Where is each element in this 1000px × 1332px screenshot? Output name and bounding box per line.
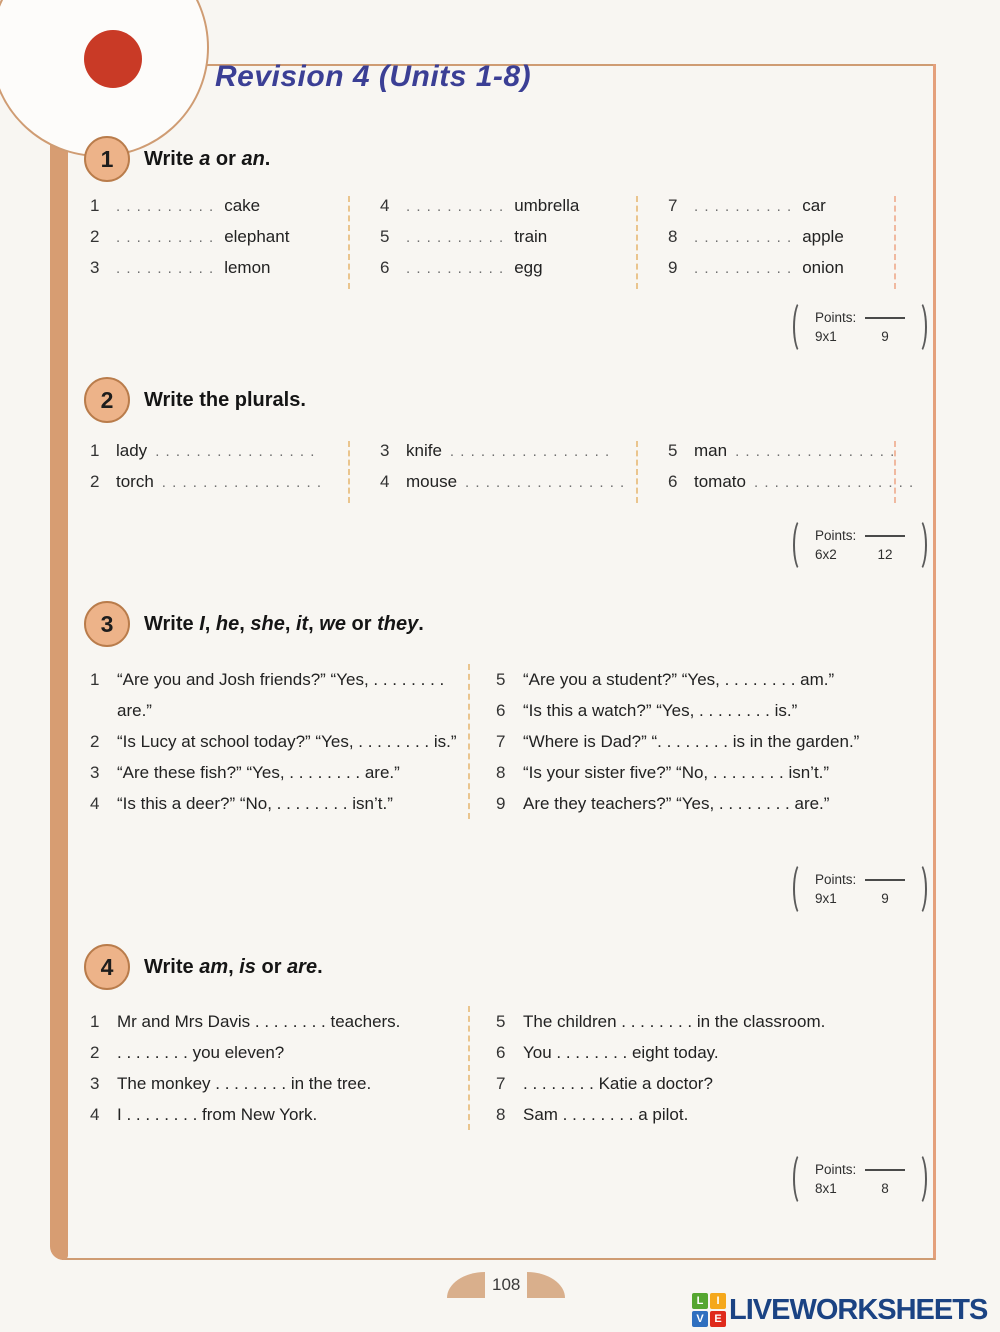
left-paren-decoration [793, 1152, 810, 1206]
exercise-3-items [90, 664, 863, 819]
item-row [90, 258, 348, 289]
answer-blank[interactable]: . . . . . . . . . . [694, 229, 793, 246]
points-score-blank[interactable] [865, 535, 905, 537]
item-row [668, 441, 894, 472]
exercise-3-header [84, 601, 424, 647]
item-word: elephant [224, 227, 290, 246]
right-paren-decoration [910, 862, 927, 916]
exercise-1-title: Write a or an. [144, 147, 271, 170]
item-number: 9 [668, 258, 678, 277]
item-row [90, 664, 468, 726]
exercise-2-column-2 [348, 441, 636, 503]
item-number: 7 [496, 1074, 506, 1093]
answer-blank[interactable]: . . . . . . . . . . [406, 229, 505, 246]
item-row [496, 664, 863, 695]
answer-blank[interactable]: . . . . . . . . . . . . . . . . [161, 474, 322, 491]
item-sentence: “Is Lucy at school today?” “Yes, . . . . . . . . is.” [117, 732, 457, 751]
points-box-exercise-4 [793, 1152, 927, 1206]
item-number: 5 [496, 670, 506, 689]
points-score-blank[interactable] [865, 1169, 905, 1171]
item-row [380, 227, 636, 258]
item-number: 3 [380, 441, 390, 460]
points-total: 8 [881, 1181, 889, 1196]
logo-tile-e: E [710, 1311, 726, 1327]
item-row [380, 258, 636, 289]
exercise-1-number-badge: 1 [84, 136, 130, 182]
item-sentence: The monkey . . . . . . . . in the tree. [117, 1074, 372, 1093]
item-number: 5 [668, 441, 678, 460]
item-row [90, 227, 348, 258]
exercise-2-header [84, 377, 306, 423]
item-sentence: “Are you and Josh friends?” “Yes, . . . . . . . . are.” [117, 670, 445, 720]
item-number: 3 [90, 1074, 100, 1093]
exercise-3-column-1 [90, 664, 468, 819]
item-sentence: “Where is Dad?” “. . . . . . . . is in the garden.” [523, 732, 860, 751]
item-number: 5 [380, 227, 390, 246]
item-word: train [514, 227, 548, 246]
page-number-ornament-left [447, 1272, 485, 1298]
item-row [668, 472, 915, 503]
item-row [496, 1068, 863, 1099]
item-number: 4 [380, 472, 390, 491]
item-row [380, 196, 636, 227]
item-number: 8 [496, 763, 506, 782]
item-word: lemon [224, 258, 271, 277]
item-row [496, 695, 863, 726]
item-row [90, 196, 348, 227]
item-word: lady [116, 441, 148, 460]
item-row [668, 258, 894, 289]
exercise-1-items [90, 196, 896, 289]
exercise-2-column-1 [90, 441, 348, 503]
item-sentence: . . . . . . . . you eleven? [117, 1043, 285, 1062]
item-number: 4 [90, 794, 100, 813]
item-number: 3 [90, 258, 100, 277]
logo-tile-l: L [692, 1293, 708, 1309]
item-number: 3 [90, 763, 100, 782]
item-number: 7 [668, 196, 678, 215]
answer-blank[interactable]: . . . . . . . . . . [116, 260, 215, 277]
points-label: Points: [815, 528, 857, 543]
exercise-4-column-1 [90, 1006, 468, 1130]
left-paren-decoration [793, 862, 810, 916]
item-number: 2 [90, 472, 100, 491]
exercise-2-title: Write the plurals. [144, 388, 306, 411]
item-row [496, 726, 863, 757]
item-row [90, 726, 468, 757]
right-paren-decoration [910, 300, 927, 354]
item-number: 1 [90, 441, 100, 460]
answer-blank[interactable]: . . . . . . . . . . [406, 198, 505, 215]
liveworksheets-logo-icon [692, 1293, 726, 1327]
item-sentence: Mr and Mrs Davis . . . . . . . . teachers. [117, 1012, 401, 1031]
answer-blank[interactable]: . . . . . . . . . . . . . . . . [735, 443, 896, 460]
points-total: 9 [881, 891, 889, 906]
answer-blank[interactable]: . . . . . . . . . . . . . . . . [155, 443, 316, 460]
item-word: torch [116, 472, 154, 491]
item-row [668, 196, 894, 227]
item-number: 6 [380, 258, 390, 277]
item-sentence: The children . . . . . . . . in the classroom. [523, 1012, 826, 1031]
answer-blank[interactable]: . . . . . . . . . . . . . . . . [465, 474, 626, 491]
answer-blank[interactable]: . . . . . . . . . . [116, 229, 215, 246]
item-word: car [802, 196, 826, 215]
item-sentence: . . . . . . . . Katie a doctor? [523, 1074, 713, 1093]
points-box-exercise-1 [793, 300, 927, 354]
item-row [90, 1037, 468, 1068]
item-sentence: I . . . . . . . . from New York. [117, 1105, 318, 1124]
right-paren-decoration [910, 1152, 927, 1206]
item-word: umbrella [514, 196, 580, 215]
exercise-1-column-1 [90, 196, 348, 289]
item-word: egg [514, 258, 543, 277]
page-title: Revision 4 (Units 1-8) [215, 60, 532, 93]
item-number: 1 [90, 196, 100, 215]
logo-tile-v: V [692, 1311, 708, 1327]
item-sentence: “Are you a student?” “Yes, . . . . . . . . am.” [523, 670, 835, 689]
item-number: 6 [496, 1043, 506, 1062]
item-word: tomato [694, 472, 746, 491]
item-number: 2 [90, 732, 100, 751]
item-row [90, 757, 468, 788]
right-paren-decoration [910, 518, 927, 572]
item-number: 4 [90, 1105, 100, 1124]
points-label: Points: [815, 872, 857, 887]
item-row [90, 472, 348, 503]
points-calc: 9x1 [815, 329, 837, 344]
exercise-4-header [84, 944, 323, 990]
red-dot-icon [84, 30, 142, 88]
item-row [496, 1037, 863, 1068]
points-label: Points: [815, 1162, 857, 1177]
points-calc: 9x1 [815, 891, 837, 906]
answer-blank[interactable]: . . . . . . . . . . [694, 198, 793, 215]
item-number: 2 [90, 227, 100, 246]
left-paren-decoration [793, 300, 810, 354]
frame-right-line [933, 64, 936, 1260]
item-sentence: “Is this a deer?” “No, . . . . . . . . isn’t.” [117, 794, 393, 813]
item-number: 8 [668, 227, 678, 246]
item-row [90, 441, 348, 472]
exercise-2-number-badge: 2 [84, 377, 130, 423]
exercise-4-number-badge: 4 [84, 944, 130, 990]
item-row [380, 472, 636, 503]
page-number-area [447, 1272, 565, 1298]
exercise-3-column-2 [468, 664, 863, 819]
logo-tile-i: I [710, 1293, 726, 1309]
item-number: 1 [90, 1012, 100, 1031]
exercise-1-column-2 [348, 196, 636, 289]
answer-blank[interactable]: . . . . . . . . . . [116, 198, 215, 215]
exercise-3-number-badge: 3 [84, 601, 130, 647]
points-calc: 8x1 [815, 1181, 837, 1196]
frame-bottom-line [62, 1258, 935, 1260]
item-sentence: Are they teachers?” “Yes, . . . . . . . . are.” [523, 794, 830, 813]
item-row [496, 788, 863, 819]
item-word: man [694, 441, 728, 460]
points-score-blank[interactable] [865, 879, 905, 881]
answer-blank[interactable]: . . . . . . . . . . . . . . . . [449, 443, 611, 460]
item-number: 8 [496, 1105, 506, 1124]
item-word: mouse [406, 472, 458, 491]
page-number-ornament-right [527, 1272, 565, 1298]
exercise-4-items [90, 1006, 863, 1130]
item-number: 6 [668, 472, 678, 491]
item-number: 2 [90, 1043, 100, 1062]
item-number: 1 [90, 670, 100, 689]
points-box-exercise-2 [793, 518, 927, 572]
exercise-2-items [90, 441, 915, 503]
exercise-3-title: Write I, he, she, it, we or they. [144, 612, 424, 635]
exercise-2-column-3 [636, 441, 915, 503]
item-number: 6 [496, 701, 506, 720]
item-sentence: You . . . . . . . . eight today. [523, 1043, 719, 1062]
brand-name: LIVEWORKSHEETS [729, 1293, 988, 1326]
item-row [90, 1006, 468, 1037]
frame-left-bar [50, 116, 68, 1260]
item-row [496, 1099, 863, 1130]
item-number: 7 [496, 732, 506, 751]
exercise-1-header [84, 136, 270, 182]
item-row [380, 441, 636, 472]
item-row [90, 1099, 468, 1130]
item-sentence: “Is your sister five?” “No, . . . . . . . . isn’t.” [523, 763, 830, 782]
answer-blank[interactable]: . . . . . . . . . . [694, 260, 793, 277]
answer-blank[interactable]: . . . . . . . . . . . . . . . . [753, 474, 915, 491]
item-sentence: Sam . . . . . . . . a pilot. [523, 1105, 689, 1124]
item-row [90, 788, 468, 819]
item-row [668, 227, 894, 258]
item-sentence: “Is this a watch?” “Yes, . . . . . . . . is.” [523, 701, 798, 720]
exercise-4-column-2 [468, 1006, 863, 1130]
liveworksheets-brand [692, 1293, 987, 1327]
exercise-4-title: Write am, is or are. [144, 955, 323, 978]
points-total: 12 [877, 547, 893, 562]
points-score-blank[interactable] [865, 317, 905, 319]
page-number: 108 [492, 1275, 521, 1294]
item-sentence: “Are these fish?” “Yes, . . . . . . . . are.” [117, 763, 400, 782]
points-calc: 6x2 [815, 547, 837, 562]
item-number: 9 [496, 794, 506, 813]
item-number: 4 [380, 196, 390, 215]
points-total: 9 [881, 329, 889, 344]
answer-blank[interactable]: . . . . . . . . . . [406, 260, 505, 277]
item-word: apple [802, 227, 844, 246]
item-word: cake [224, 196, 261, 215]
points-box-exercise-3 [793, 862, 927, 916]
item-number: 5 [496, 1012, 506, 1031]
left-paren-decoration [793, 518, 810, 572]
item-row [90, 1068, 468, 1099]
exercise-1-column-3 [636, 196, 896, 289]
item-row [496, 757, 863, 788]
points-label: Points: [815, 310, 857, 325]
item-row [496, 1006, 863, 1037]
item-word: onion [802, 258, 844, 277]
item-word: knife [406, 441, 442, 460]
